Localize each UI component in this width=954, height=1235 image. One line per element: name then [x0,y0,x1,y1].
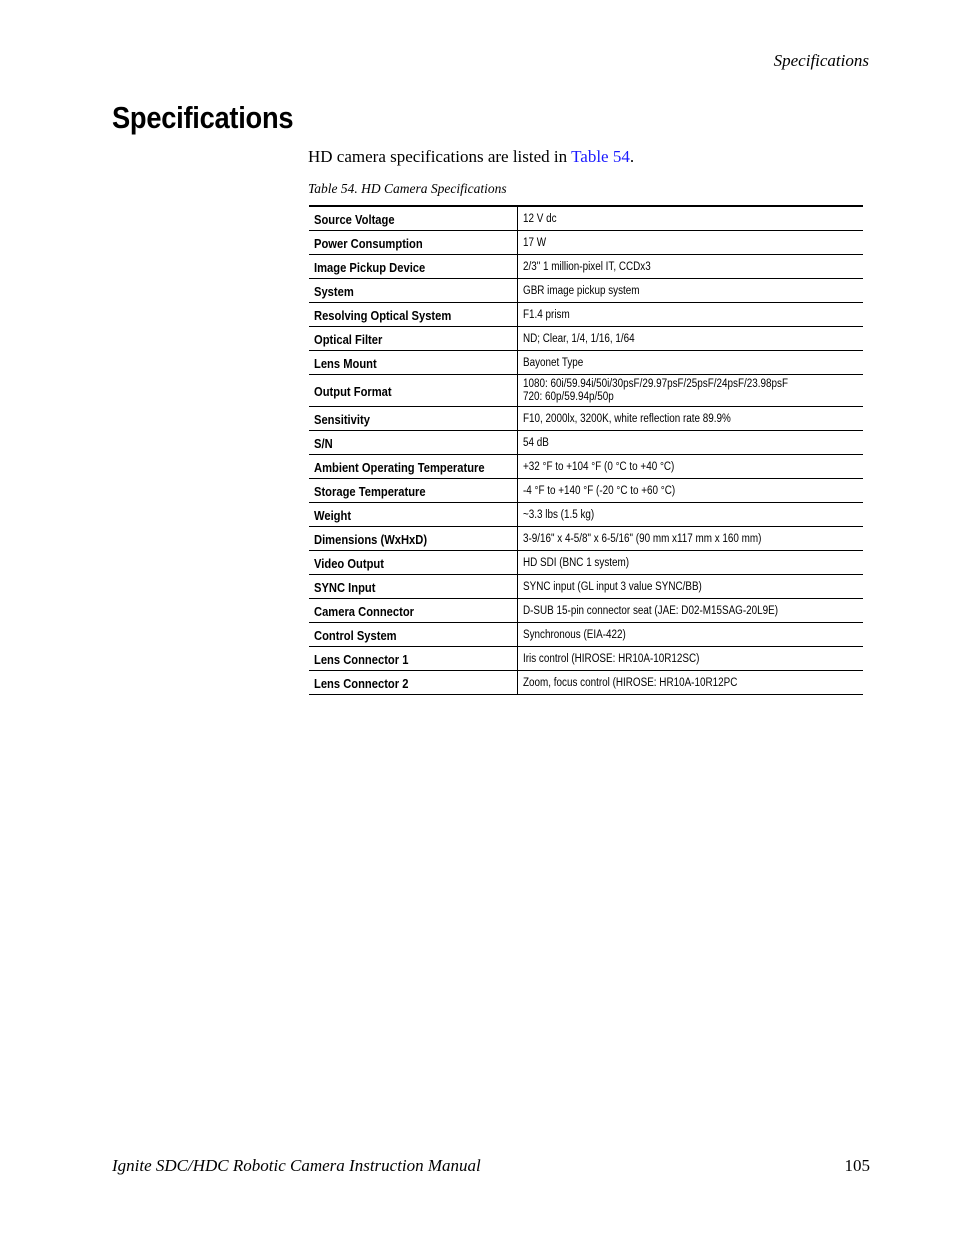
spec-value-cell [518,279,863,303]
spec-value-cell [518,407,863,431]
spec-value: ND; Clear, 1/4, 1/16, 1/64 [523,332,636,345]
table-row [309,647,863,671]
spec-value-cell [518,671,863,695]
spec-value-cell [518,551,863,575]
spec-label: Image Pickup Device [314,259,426,275]
spec-value-cell [518,431,863,455]
spec-label: S/N [314,435,333,451]
spec-value: SYNC input (GL input 3 value SYNC/BB) [523,580,703,593]
spec-label: Lens Mount [314,355,377,371]
spec-value: Iris control (HIROSE: HR10A-10R12SC) [523,652,700,665]
spec-label-cell [309,623,518,647]
spec-value: ~3.3 lbs (1.5 kg) [523,508,595,521]
spec-value: F10, 2000lx, 3200K, white reflection rate 89.9% [523,412,732,425]
spec-label-cell [309,351,518,375]
spec-value-cell [518,327,863,351]
spec-value-cell [518,479,863,503]
spec-value: -4 °F to +140 °F (-20 °C to +60 °C) [523,484,676,497]
spec-label: Output Format [314,383,392,399]
spec-value: Zoom, focus control (HIROSE: HR10A-10R12PC [523,676,738,689]
footer-page-number: 105 [844,1156,870,1175]
spec-value: 2/3" 1 million-pixel IT, CCDx3 [523,260,652,273]
table-row [309,503,863,527]
spec-label: Dimensions (WxHxD) [314,531,428,547]
spec-label-cell [309,375,518,407]
spec-label-cell [309,479,518,503]
spec-value-cell [518,303,863,327]
spec-label-cell [309,303,518,327]
spec-label: Ambient Operating Temperature [314,459,485,475]
spec-value-cell [518,527,863,551]
spec-label-cell [309,455,518,479]
table-row [309,407,863,431]
spec-label: Control System [314,627,397,643]
table-row [309,327,863,351]
spec-value-cell [518,623,863,647]
spec-label-cell [309,431,518,455]
spec-label-cell [309,255,518,279]
spec-label: Lens Connector 2 [314,675,409,691]
spec-value-cell [518,503,863,527]
table-row [309,527,863,551]
spec-label-cell [309,599,518,623]
spec-value: F1.4 prism [523,308,571,321]
spec-value-cell [518,231,863,255]
running-header: Specifications [773,51,869,70]
spec-label: Sensitivity [314,411,370,427]
specifications-table [309,205,863,695]
spec-value-cell [518,647,863,671]
table-row [309,255,863,279]
spec-value-cell [518,206,863,231]
spec-label-cell [309,527,518,551]
table-row [309,303,863,327]
table-row [309,206,863,231]
table-row [309,455,863,479]
spec-value: GBR image pickup system [523,284,640,297]
spec-value-cell [518,455,863,479]
table-row [309,575,863,599]
spec-value-cell [518,599,863,623]
spec-label-cell [309,647,518,671]
spec-label-cell [309,206,518,231]
spec-value: 3-9/16" x 4-5/8" x 6-5/16" (90 mm x117 mm x 160 mm) [523,532,762,545]
spec-label: Optical Filter [314,331,383,347]
spec-value-cell [518,575,863,599]
table-row [309,231,863,255]
spec-label-cell [309,327,518,351]
spec-value-cell [518,351,863,375]
table-link[interactable]: Table 54 [571,147,630,166]
spec-label-cell [309,279,518,303]
spec-label-cell [309,407,518,431]
spec-label: Storage Temperature [314,483,426,499]
spec-label-cell [309,575,518,599]
table-row [309,431,863,455]
intro-text: HD camera specifications are listed in [308,147,572,166]
spec-value: HD SDI (BNC 1 system) [523,556,630,569]
footer-manual-title: Ignite SDC/HDC Robotic Camera Instruction Manual [112,1156,481,1175]
page-title: Specifications [112,100,294,135]
spec-label-cell [309,503,518,527]
table-row [309,551,863,575]
table-row [309,279,863,303]
specifications-table-body [309,206,863,695]
table-row [309,599,863,623]
spec-value: D-SUB 15-pin connector seat (JAE: D02-M15SAG-20L9E) [523,604,779,617]
spec-label-cell [309,231,518,255]
spec-label: Camera Connector [314,603,415,619]
spec-value: Synchronous (EIA-422) [523,628,627,641]
spec-value: 12 V dc [523,212,557,225]
spec-label: SYNC Input [314,579,376,595]
intro-paragraph [308,147,634,167]
spec-value: 17 W [523,236,547,249]
spec-label: Power Consumption [314,235,423,251]
spec-value: 720: 60p/59.94p/50p [523,391,615,403]
spec-value-cell [518,375,863,407]
spec-label: Lens Connector 1 [314,651,409,667]
intro-period: . [629,147,635,166]
table-row [309,351,863,375]
spec-label-cell [309,551,518,575]
table-row [309,623,863,647]
table-row [309,479,863,503]
spec-label: Weight [314,507,352,523]
spec-value: 1080: 60i/59.94i/50i/30psF/29.97psF/25psF/24psF/23.98psF [523,378,789,390]
spec-value: 54 dB [523,436,550,449]
table-row [309,671,863,695]
spec-value: +32 °F to +104 °F (0 °C to +40 °C) [523,460,675,473]
spec-label: Resolving Optical System [314,307,452,323]
spec-label: Video Output [314,555,384,571]
table-caption: Table 54. HD Camera Specifications [308,181,507,196]
spec-value-cell [518,255,863,279]
spec-label: System [314,283,354,299]
spec-label: Source Voltage [314,211,395,227]
spec-value: Bayonet Type [523,356,584,369]
table-row [309,375,863,407]
spec-label-cell [309,671,518,695]
